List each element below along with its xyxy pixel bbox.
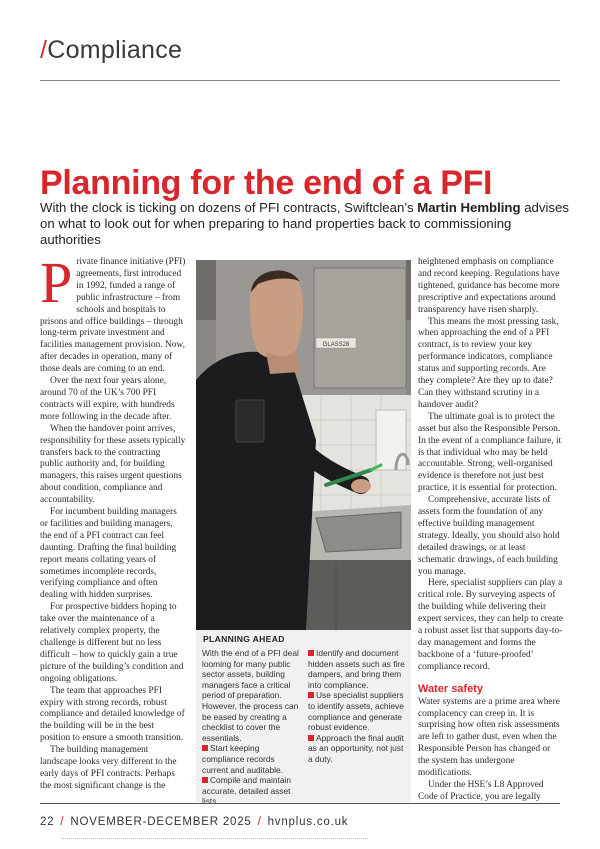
paragraph-5: For prospective bidders hoping to take over the maintenance of a relatively complex property, the challenge is different but no less difficult – how to quickly gain a true picture of the building’s condition and ongoing obligations. bbox=[40, 602, 184, 684]
footer-separator: / bbox=[257, 816, 262, 828]
sidebar-item bbox=[202, 743, 300, 775]
red-square-bullet-icon bbox=[308, 692, 314, 698]
red-square-bullet-icon bbox=[202, 777, 208, 783]
sidebar-item-text: Start keeping compliance records current and auditable. bbox=[202, 743, 284, 775]
fineprint-line bbox=[62, 838, 368, 839]
sidebar-column-1 bbox=[202, 648, 300, 807]
photo-technician-at-sink bbox=[196, 260, 411, 630]
paragraph-c3-3: The ultimate goal is to protect the asset but also the Responsible Person. In the event of a compliance failure, it is that individual who may be held accountable. Strong, well-organised evidence is therefore not just best practice, it is essential for protection. bbox=[418, 411, 562, 494]
paragraph-c3-4: Comprehensive, accurate lists of assets form the foundation of any effective building management strategy. Ideally, you should also hold detailed drawings, or at least schematic drawings, of each building you manage. bbox=[418, 495, 560, 577]
sidebar-planning-ahead bbox=[196, 630, 411, 807]
red-square-bullet-icon bbox=[202, 745, 208, 751]
article-headline: Planning for the end of a PFI bbox=[40, 164, 493, 202]
footer-separator: / bbox=[60, 816, 65, 828]
paragraph-c3-6: Water systems are a prime area where complacency can creep in. It is surprising how often risk assessments are left to gather dust, even when the Responsible Person has changed or the system has undergone modifications. bbox=[418, 696, 560, 779]
sidebar-title: PLANNING AHEAD bbox=[203, 634, 285, 644]
sidebar-item-text: Approach the final audit as an opportunity, not just a duty. bbox=[308, 732, 404, 764]
article-standfirst bbox=[40, 200, 570, 248]
subheading-water-safety: Water safety bbox=[418, 682, 484, 695]
standfirst-text: With the clock is ticking on dozens of PFI contracts, Swiftclean’s bbox=[40, 200, 418, 215]
paragraph-c3-1: heightened emphasis on compliance and record keeping. Regulations have tightened, guidance has become more prescriptive and expectations around transparency have risen sharply. bbox=[418, 257, 560, 315]
website-link[interactable]: hvnplus.co.uk bbox=[267, 816, 349, 828]
body-column-1 bbox=[40, 250, 186, 793]
paragraph-c3-7: Under the HSE’s L8 Approved Code of Practice, you are legally bbox=[418, 779, 544, 802]
sidebar-item bbox=[308, 733, 406, 765]
body-column-3 bbox=[418, 257, 564, 804]
sidebar-column-2 bbox=[308, 648, 406, 765]
red-square-bullet-icon bbox=[308, 735, 314, 741]
paragraph-1-text: rivate finance initiative (PFI) agreements, first introduced in 1992, funded a range of public infrastructure – from schools and hospitals to prisons and office buildings – through long-term private investment and facilities management provision. Now, after decades in operation, many of those deals are coming to an end. bbox=[40, 257, 186, 375]
issue-date: NOVEMBER-DECEMBER 2025 bbox=[70, 816, 252, 828]
paragraph-c3-5: Here, specialist suppliers can play a critical role. By surveying aspects of the building while delivering their expert services, they can help to create a robust asset list that supports day-to-day management and forms the backbone of a ‘future-proofed’ compliance record. bbox=[418, 578, 563, 672]
paragraph-2: Over the next four years alone, around 70 of the UK’s 700 PFI contracts will expire, with hundreds more following in the decade after. bbox=[40, 376, 175, 422]
sidebar-item-text: Use specialist suppliers to identify assets, achieve compliance and generate robust evidence. bbox=[308, 690, 404, 733]
page-number: 22 bbox=[40, 816, 55, 828]
article-photo bbox=[196, 260, 411, 630]
sidebar-item bbox=[308, 690, 406, 732]
page-footer bbox=[40, 816, 348, 828]
sidebar-item-text: Identify and document hidden assets such as fire dampers, and bring them into compliance. bbox=[308, 648, 405, 690]
paragraph-6: The team that approaches PFI expiry with strong records, robust compliance and detailed knowledge of the building will be in the best position to ensure a smooth transition. bbox=[40, 685, 185, 744]
paragraph-3: When the handover point arrives, responsibility for these assets typically transfers back to the contracting public authority and, for building managers, this raises urgent questions about condition, compliance and accountability. bbox=[40, 423, 186, 506]
red-square-bullet-icon bbox=[308, 650, 314, 656]
header-rule bbox=[40, 80, 560, 81]
sidebar-intro: With the end of a PFI deal looming for many public sector assets, building managers face a critical period of preparation. However, the process can be eased by creating a checklist to cover the essentials. bbox=[202, 648, 299, 743]
paragraph-7: The building management landscape looks very different to the early days of PFI contracts. Perhaps the most significant change is the bbox=[40, 745, 177, 791]
footer-rule bbox=[40, 803, 560, 804]
paragraph-c3-2: This means the most pressing task, when approaching the end of a PFI contract, is to review your key performance indicators, compliance status and supporting records. Are they complete? Are they up to date? Can they withstand scrutiny in a handover audit? bbox=[418, 316, 559, 410]
paragraph-4: For incumbent building managers or facilities and building managers, the end of a PFI contract can feel daunting. Drafting the final building report means collating years of sometimes incomplete records, verifying compliance and often dealing with hidden surprises. bbox=[40, 507, 177, 601]
section-name: Compliance bbox=[47, 36, 183, 64]
section-label bbox=[40, 36, 182, 65]
standfirst-text-end: advises on what to look out for when preparing to hand properties back to commissioning authorities bbox=[40, 200, 569, 247]
section-slash: / bbox=[40, 36, 48, 64]
author-name: Martin Hembling bbox=[417, 200, 521, 215]
photo-label-text: GLASS28 bbox=[322, 342, 350, 348]
drop-cap: P bbox=[40, 250, 73, 315]
sidebar-item bbox=[308, 648, 406, 690]
paragraph-1 bbox=[40, 250, 186, 376]
sidebar-item-text: Compile and maintain accurate, detailed asset lists. bbox=[202, 775, 292, 807]
